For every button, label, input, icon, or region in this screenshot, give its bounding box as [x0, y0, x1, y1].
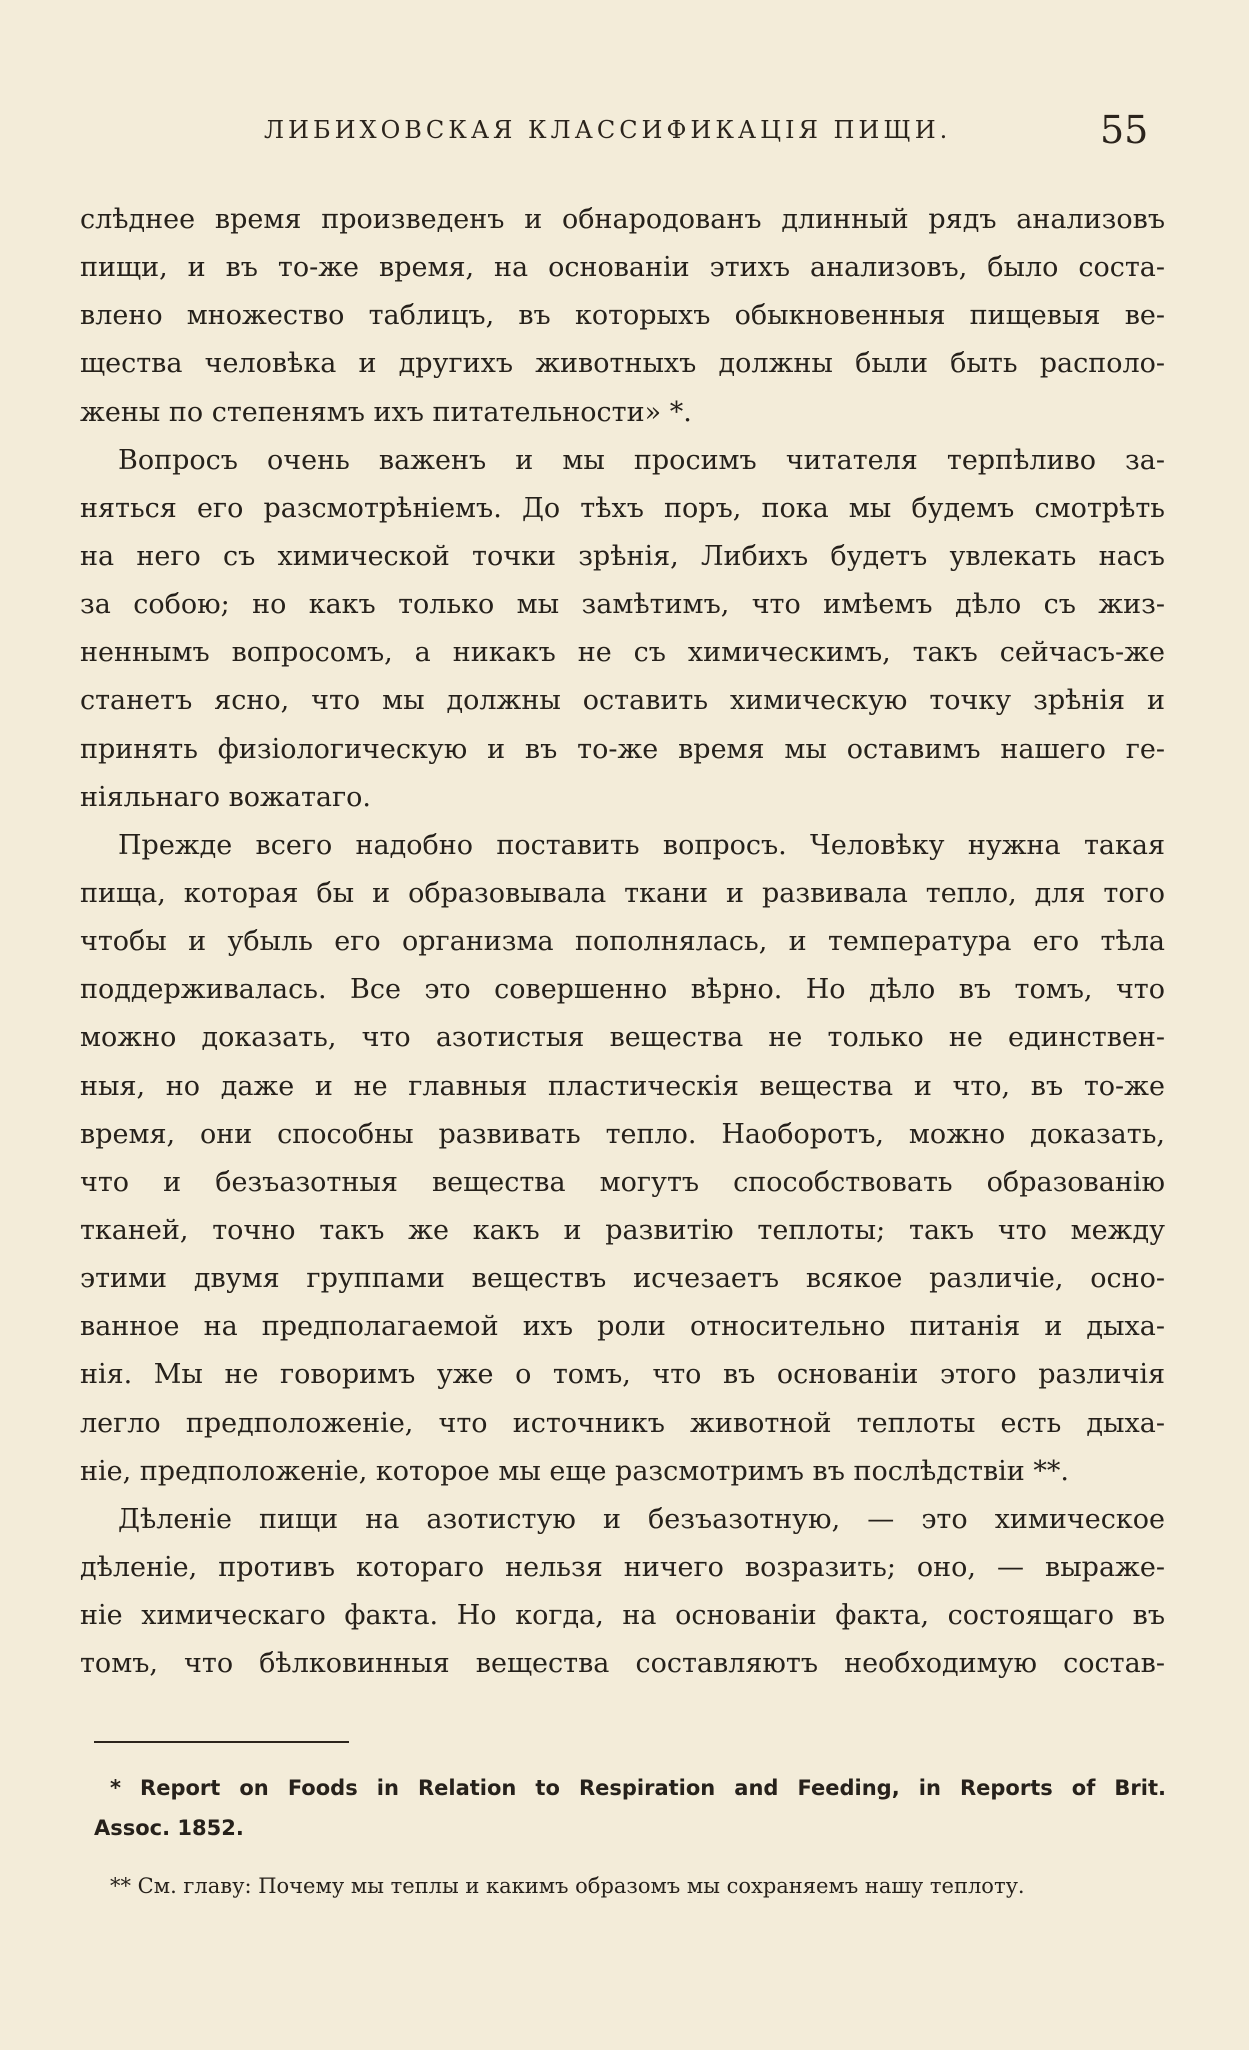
footnotes	[94, 1768, 1166, 1906]
page-number: 55	[1100, 108, 1149, 152]
text-line: ныя, но даже и не главныя пластическія вещества и что, въ то-же	[80, 1070, 1165, 1102]
footnote-1-line-1: * Report on Foods in Relation to Respiration and Feeding, in Reports of Brit.	[110, 1776, 1166, 1800]
text-line: жены по степенямъ ихъ питательности» *.	[80, 396, 692, 428]
text-line: можно доказать, что азотистыя вещества не только не единствен-	[80, 1022, 1165, 1054]
running-title: ЛИБИХОВСКАЯ КЛАССИФИКАЦІЯ ПИЩИ.	[264, 116, 952, 144]
body-text	[80, 196, 1165, 1688]
text-line: пищи, и въ то-же время, на основаніи этихъ анализовъ, было соста-	[80, 252, 1165, 284]
text-line: дѣленіе, противъ котораго нельзя ничего возразить; оно, — выраже-	[80, 1551, 1165, 1583]
text-line: тканей, точно такъ же какъ и развитію теплоты; такъ что между	[80, 1214, 1165, 1246]
text-line: этими двумя группами веществъ исчезаетъ всякое различіе, осно-	[80, 1263, 1165, 1295]
text-line: на него съ химической точки зрѣнія, Либихъ будетъ увлекать насъ	[80, 540, 1165, 572]
text-line: щества человѣка и другихъ животныхъ должны были быть располо-	[80, 348, 1165, 380]
text-line: Вопросъ очень важенъ и мы просимъ читателя терпѣливо за-	[118, 444, 1165, 476]
text-line: чтобы и убыль его организма пополнялась, и температура его тѣла	[80, 926, 1165, 958]
text-line: что и безъазотныя вещества могутъ способствовать образованію	[80, 1166, 1165, 1198]
text-line: станетъ ясно, что мы должны оставить химическую точку зрѣнія и	[80, 685, 1165, 717]
text-line: ніяльнаго вожатаго.	[80, 781, 372, 813]
footnote-1-line-2: Assoc. 1852.	[94, 1816, 244, 1840]
footnote-divider	[94, 1741, 349, 1743]
footnote-2: ** См. главу: Почему мы теплы и какимъ образомъ мы сохраняемъ нашу теплоту.	[110, 1874, 1025, 1898]
text-line: томъ, что бѣлковинныя вещества составляютъ необходимую состав-	[80, 1648, 1165, 1680]
text-line: нія. Мы не говоримъ уже о томъ, что въ основаніи этого различія	[80, 1359, 1165, 1391]
text-line: слѣднее время произведенъ и обнародованъ длинный рядъ анализовъ	[80, 204, 1165, 235]
text-line: легло предположеніе, что источникъ животной теплоты есть дыха-	[80, 1407, 1165, 1439]
text-line: Прежде всего надобно поставить вопросъ. Человѣку нужна такая	[118, 829, 1165, 861]
text-line: пища, которая бы и образовывала ткани и развивала тепло, для того	[80, 877, 1165, 909]
text-line: за собою; но какъ только мы замѣтимъ, что имѣемъ дѣло съ жиз-	[80, 589, 1165, 621]
text-line: ніе химическаго факта. Но когда, на основаніи факта, состоящаго въ	[80, 1600, 1165, 1632]
text-line: время, они способны развивать тепло. Наоборотъ, можно доказать,	[80, 1118, 1165, 1150]
text-line: ванное на предполагаемой ихъ роли относительно питанія и дыха-	[80, 1311, 1165, 1343]
text-line: поддерживалась. Все это совершенно вѣрно. Но дѣло въ томъ, что	[80, 974, 1165, 1006]
text-line: ніе, предположеніе, которое мы еще разсмотримъ въ послѣдствіи **.	[80, 1455, 1069, 1487]
text-line: влено множество таблицъ, въ которыхъ обыкновенныя пищевыя ве-	[80, 300, 1165, 332]
text-line: Дѣленіе пищи на азотистую и безъазотную, — это химическое	[118, 1503, 1165, 1535]
text-line: принять физіологическую и въ то-же время мы оставимъ нашего ге-	[80, 733, 1165, 765]
text-line: неннымъ вопросомъ, а никакъ не съ химическимъ, такъ сейчасъ-же	[80, 637, 1165, 669]
text-line: няться его разсмотрѣніемъ. До тѣхъ поръ, пока мы будемъ смотрѣть	[80, 492, 1165, 524]
